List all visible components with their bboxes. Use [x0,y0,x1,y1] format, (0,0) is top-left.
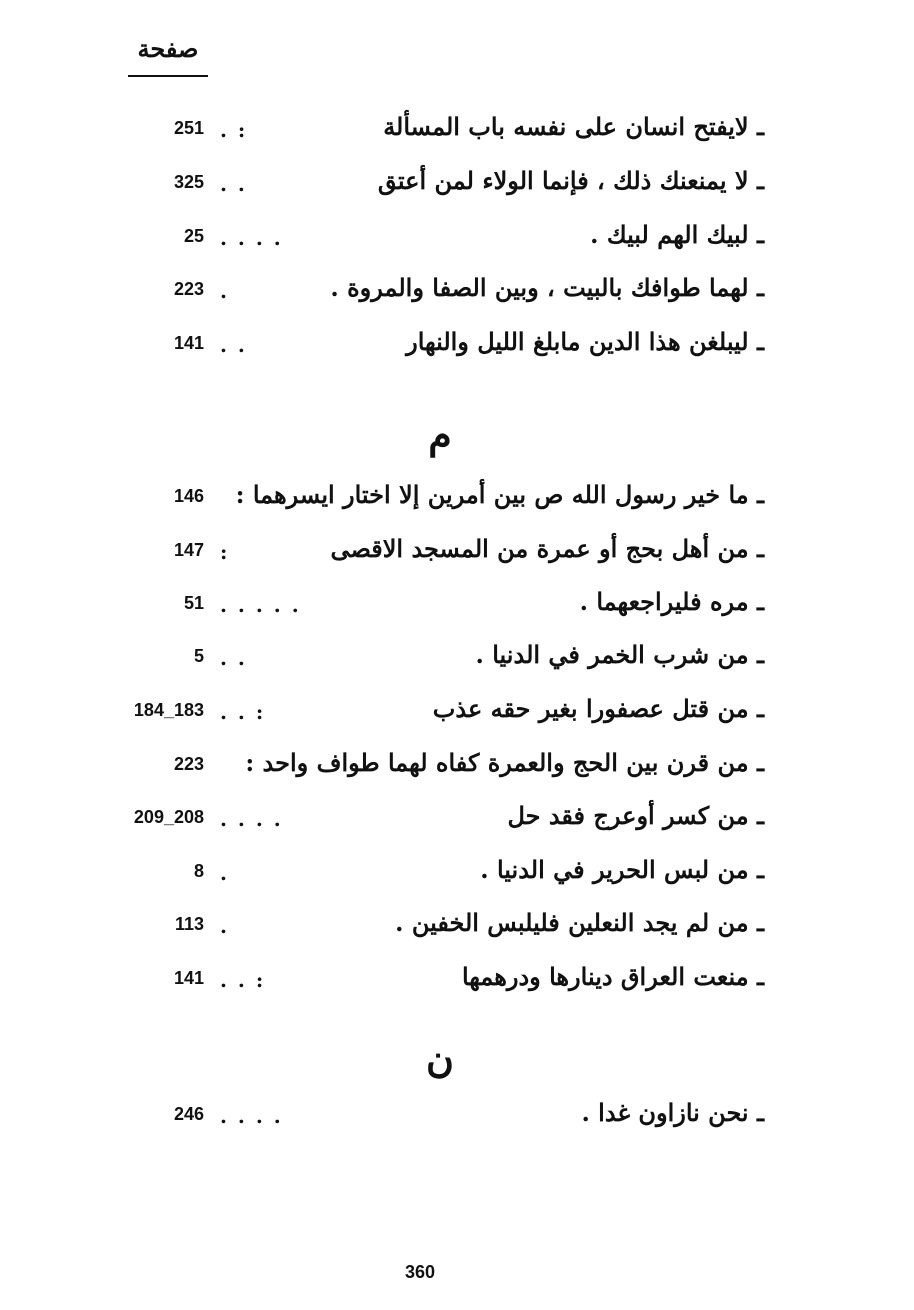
page-column-heading: صفحة [137,34,199,63]
leader-dots: . . [220,333,247,357]
index-entry [0,801,914,841]
index-entry [0,534,914,574]
leader-dots: : [220,540,230,564]
page-reference: 141 [173,968,204,988]
leader-dots: . . . . [220,226,283,250]
index-entry [0,327,914,367]
page-reference: 51 [183,593,204,613]
leader-dots: . . [220,172,247,196]
page-reference: 209_208 [133,807,204,827]
page-reference: 113 [174,914,204,934]
index-entry [0,480,914,520]
index-entry [0,748,914,788]
section-letter: ن [426,1036,454,1081]
entry-text: ـ من لبس الحرير في الدنيا . [480,855,764,884]
page-reference: 184_183 [133,700,204,720]
entry-text: ـ لبيك الهم لبيك . [590,220,764,249]
index-entry [0,273,914,313]
page-reference: 8 [193,861,204,881]
entry-text: ـ لهما طوافك بالبيت ، وبين الصفا والمروة . [330,273,764,302]
entry-text: ـ من أهل بحج أو عمرة من المسجد الاقصى [330,534,764,563]
entry-text: ـ من شرب الخمر في الدنيا . [475,640,764,669]
index-entry [0,1098,914,1138]
index-entry [0,587,914,627]
page-reference: 325 [173,172,204,192]
page-number: 360 [404,1262,436,1282]
section-letter: م [428,412,452,457]
leader-dots: . [220,861,229,885]
page-reference: 223 [173,279,204,299]
entry-text: ـ ما خير رسول الله ص بين أمرين إلا اختار ايسرهما : [235,480,764,509]
leader-dots: . : [220,118,248,142]
page-reference: 147 [173,540,204,560]
entry-text: ـ من لم يجد النعلين فليلبس الخفين . [395,908,764,937]
leader-dots: . . : [220,968,266,992]
leader-dots: . [220,914,229,938]
leader-dots: . . . . . [220,593,301,617]
entry-text: ـ من قتل عصفورا بغير حقه عذب [432,694,764,723]
entry-text: ـ لايفتح انسان على نفسه باب المسألة [383,112,764,141]
entry-text: ـ لا يمنعنك ذلك ، فإنما الولاء لمن أعتق [377,166,764,195]
leader-dots: . . . . [220,807,283,831]
index-entry [0,694,914,734]
entry-text: ـ من قرن بين الحج والعمرة كفاه لهما طواف واحد : [245,748,764,777]
leader-dots: . [220,279,229,303]
leader-dots: . . : [220,700,266,724]
entry-text: ـ مره فليراجعهما . [579,587,764,616]
page-reference: 141 [173,333,204,353]
index-entry [0,166,914,206]
entry-text: ـ منعت العراق دينارها ودرهمها [461,962,764,991]
page-reference: 251 [173,118,204,138]
index-entry [0,855,914,895]
heading-underline [128,75,208,77]
index-entry [0,640,914,680]
page-reference: 5 [193,646,204,666]
index-entry [0,112,914,152]
page-reference: 223 [173,754,204,774]
index-entry [0,908,914,948]
entry-text: ـ ليبلغن هذا الدين مابلغ الليل والنهار [406,327,764,356]
page-reference: 146 [173,486,204,506]
entry-text: ـ نحن نازاون غدا . [581,1098,764,1127]
leader-dots: . . [220,646,247,670]
entry-text: ـ من كسر أوعرج فقد حل [507,801,764,830]
page-reference: 25 [183,226,204,246]
index-entry [0,220,914,260]
index-entry [0,962,914,1002]
page-reference: 246 [173,1104,204,1124]
leader-dots: . . . . [220,1104,283,1128]
